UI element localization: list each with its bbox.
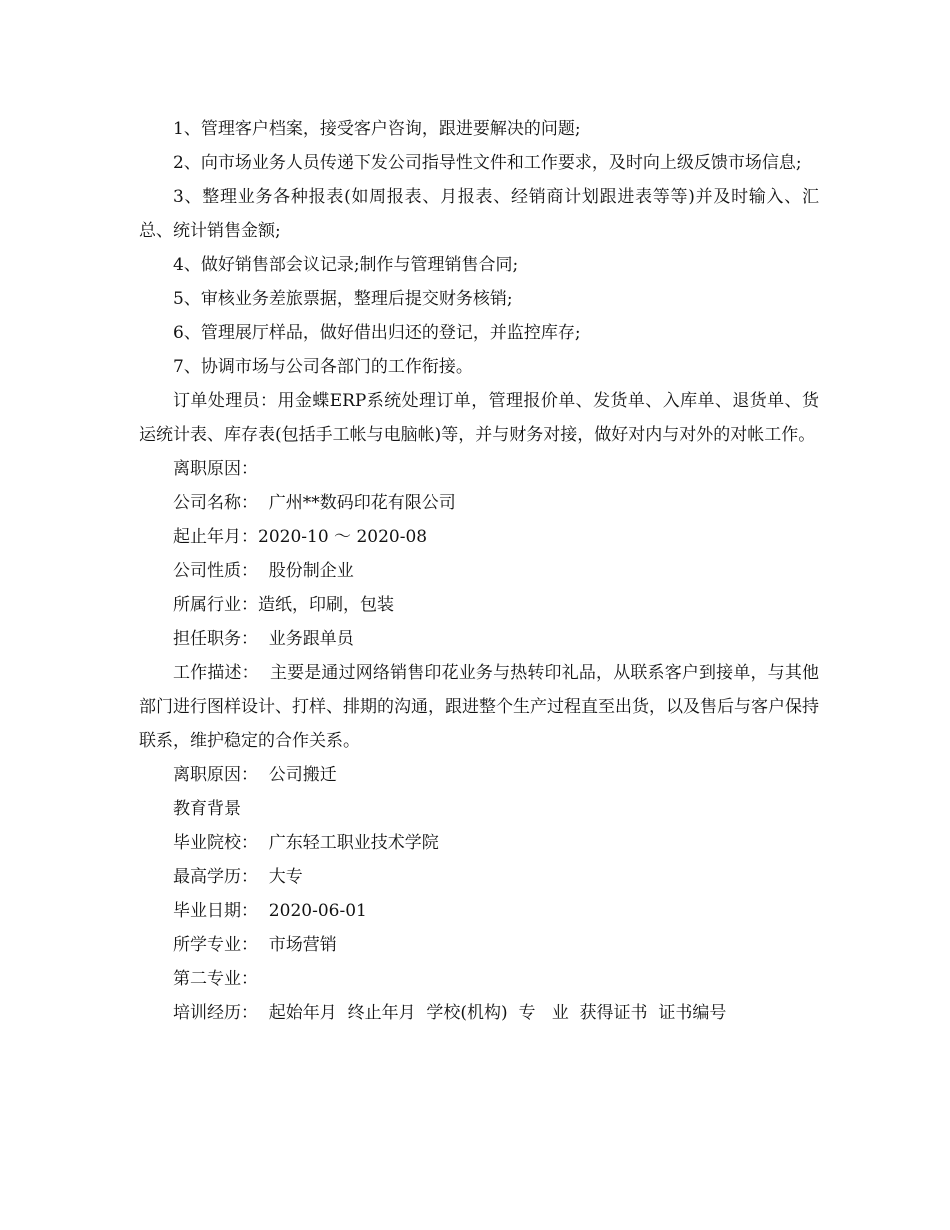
duty-item-5: 5、审核业务差旅票据，整理后提交财务核销; [173, 289, 513, 309]
graduation-date-line: 毕业日期： 2020-06-01 [173, 901, 367, 921]
position-line: 担任职务： 业务跟单员 [173, 629, 354, 649]
education-heading: 教育背景 [173, 799, 241, 819]
duty-item-7: 7、协调市场与公司各部门的工作衔接。 [173, 357, 473, 377]
major-line: 所学专业： 市场营销 [173, 935, 337, 955]
leave-reason-line: 离职原因： 公司搬迁 [173, 765, 337, 785]
school-line: 毕业院校： 广东轻工职业技术学院 [173, 833, 439, 853]
industry-line: 所属行业：造纸，印刷，包装 [173, 595, 394, 615]
duty-item-6: 6、管理展厅样品，做好借出归还的登记，并监控库存; [173, 323, 581, 343]
order-processor-paragraph: 订单处理员：用金蝶ERP系统处理订单，管理报价单、发货单、入库单、退货单、货运统计表、库存表(包括手工帐与电脑帐)等，并与财务对接，做好对内与对外的对帐工作。 [139, 391, 819, 445]
degree-line: 最高学历： 大专 [173, 867, 303, 887]
duty-item-4: 4、做好销售部会议记录;制作与管理销售合同; [173, 255, 519, 275]
employment-period-line: 起止年月：2020-10 ～ 2020-08 [173, 527, 428, 547]
document-body [139, 112, 819, 1030]
company-name-line: 公司名称： 广州**数码印花有限公司 [173, 493, 456, 513]
duty-item-1: 1、管理客户档案，接受客户咨询，跟进要解决的问题; [173, 119, 581, 139]
training-header-line: 培训经历： 起始年月 终止年月 学校(机构) 专 业 获得证书 证书编号 [173, 1003, 727, 1023]
company-type-line: 公司性质： 股份制企业 [173, 561, 354, 581]
duty-item-2: 2、向市场业务人员传递下发公司指导性文件和工作要求，及时向上级反馈市场信息; [173, 153, 802, 173]
job-description-paragraph: 工作描述： 主要是通过网络销售印花业务与热转印礼品，从联系客户到接单，与其他部门进行图样设计、打样、排期的沟通，跟进整个生产过程直至出货，以及售后与客户保持联系，维护稳定的合作关系。 [139, 663, 819, 751]
leave-reason-empty: 离职原因： [173, 459, 258, 479]
duty-item-3: 3、整理业务各种报表(如周报表、月报表、经销商计划跟进表等等)并及时输入、汇总、统计销售金额; [139, 187, 819, 241]
second-major-line: 第二专业： [173, 969, 258, 989]
